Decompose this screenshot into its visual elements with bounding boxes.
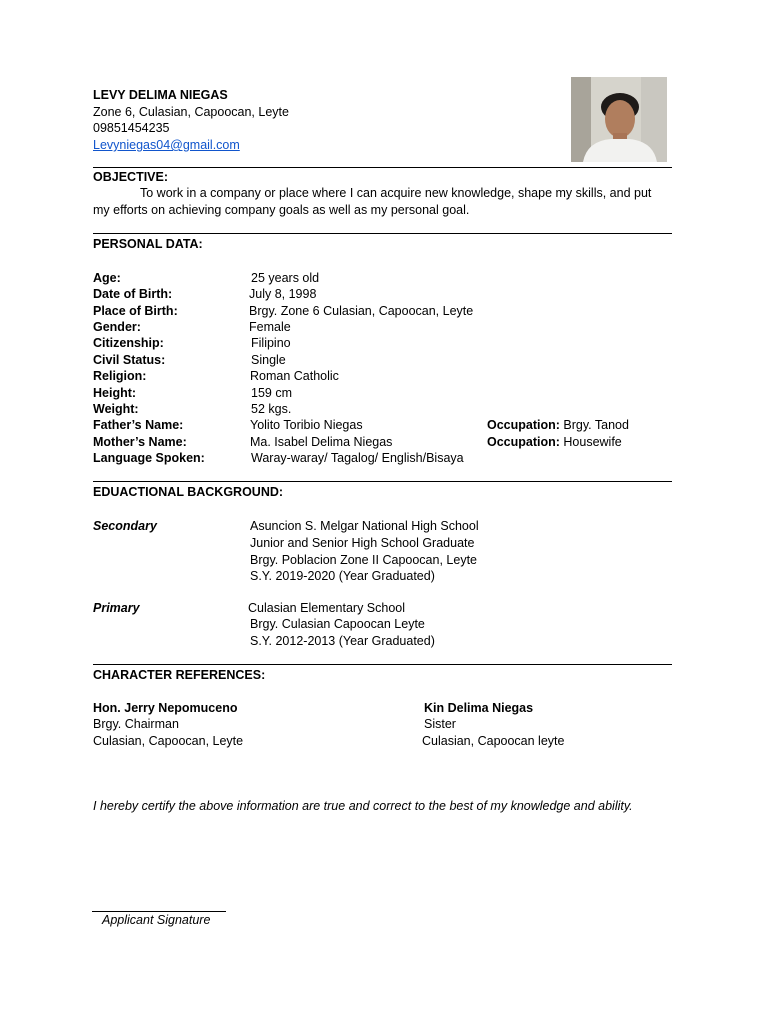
applicant-email-link[interactable]: Levyniegas04@gmail.com [93,138,240,152]
father-occupation [487,417,629,433]
divider [93,481,672,482]
applicant-address: Zone 6, Culasian, Capoocan, Leyte [93,105,289,119]
primary-year: S.Y. 2012-2013 (Year Graduated) [250,634,435,648]
height-value: 159 cm [251,386,292,400]
secondary-label: Secondary [93,519,157,533]
divider [93,233,672,234]
primary-label: Primary [93,601,140,615]
language-value: Waray-waray/ Tagalog/ English/Bisaya [251,451,464,465]
father-occupation-label: Occupation: [487,418,560,432]
secondary-year: S.Y. 2019-2020 (Year Graduated) [250,569,435,583]
gender-value: Female [249,320,291,334]
reference-1-role: Brgy. Chairman [93,717,179,731]
mother-occupation-value: Housewife [559,435,622,449]
applicant-photo [571,77,667,162]
signature-label: Applicant Signature [102,913,211,927]
civil-status-label: Civil Status: [93,353,166,367]
civil-status-value: Single [251,353,286,367]
reference-2-role: Sister [424,717,456,731]
reference-1-address: Culasian, Capoocan, Leyte [93,734,244,748]
father-occupation-value: Brgy. Tanod [559,418,629,432]
applicant-name: LEVY DELIMA NIEGAS [93,88,228,102]
personal-data-heading: PERSONAL DATA: [93,237,203,251]
age-label: Age: [93,271,121,285]
divider [93,167,672,168]
primary-school: Culasian Elementary School [248,601,406,615]
secondary-level: Junior and Senior High School Graduate [250,536,475,550]
certification-statement: I hereby certify the above information are true and correct to the best of my knowledge and ability. [93,799,633,813]
height-label: Height: [93,386,137,400]
divider [93,664,672,665]
pob-value: Brgy. Zone 6 Culasian, Capoocan, Leyte [249,304,474,318]
references-heading: CHARACTER REFERENCES: [93,668,266,682]
mother-name-value: Ma. Isabel Delima Niegas [250,435,393,449]
father-name-value: Yolito Toribio Niegas [250,418,363,432]
weight-label: Weight: [93,402,139,416]
age-value: 25 years old [251,271,320,285]
mother-occupation [487,434,622,450]
citizenship-label: Citizenship: [93,336,164,350]
pob-label: Place of Birth: [93,304,178,318]
dob-value: July 8, 1998 [249,287,317,301]
reference-1-name: Hon. Jerry Nepomuceno [93,701,238,715]
father-name-label: Father’s Name: [93,418,184,432]
secondary-school: Asuncion S. Melgar National High School [250,519,479,533]
education-heading: EDUACTIONAL BACKGROUND: [93,485,284,499]
citizenship-value: Filipino [251,336,291,350]
reference-2-address: Culasian, Capoocan leyte [422,734,565,748]
reference-2-name: Kin Delima Niegas [424,701,534,715]
language-label: Language Spoken: [93,451,205,465]
applicant-phone: 09851454235 [93,121,170,135]
religion-label: Religion: [93,369,147,383]
mother-occupation-label: Occupation: [487,435,560,449]
dob-label: Date of Birth: [93,287,173,301]
objective-heading: OBJECTIVE: [93,170,169,184]
objective-text-line-1: To work in a company or place where I can acquire new knowledge, shape my skills, and put [140,186,652,200]
gender-label: Gender: [93,320,141,334]
mother-name-label: Mother’s Name: [93,435,187,449]
religion-value: Roman Catholic [250,369,339,383]
secondary-address: Brgy. Poblacion Zone II Capoocan, Leyte [250,553,477,567]
weight-value: 52 kgs. [251,402,292,416]
objective-text-line-2: my efforts on achieving company goals as well as my personal goal. [93,203,470,217]
primary-address: Brgy. Culasian Capoocan Leyte [250,617,425,631]
